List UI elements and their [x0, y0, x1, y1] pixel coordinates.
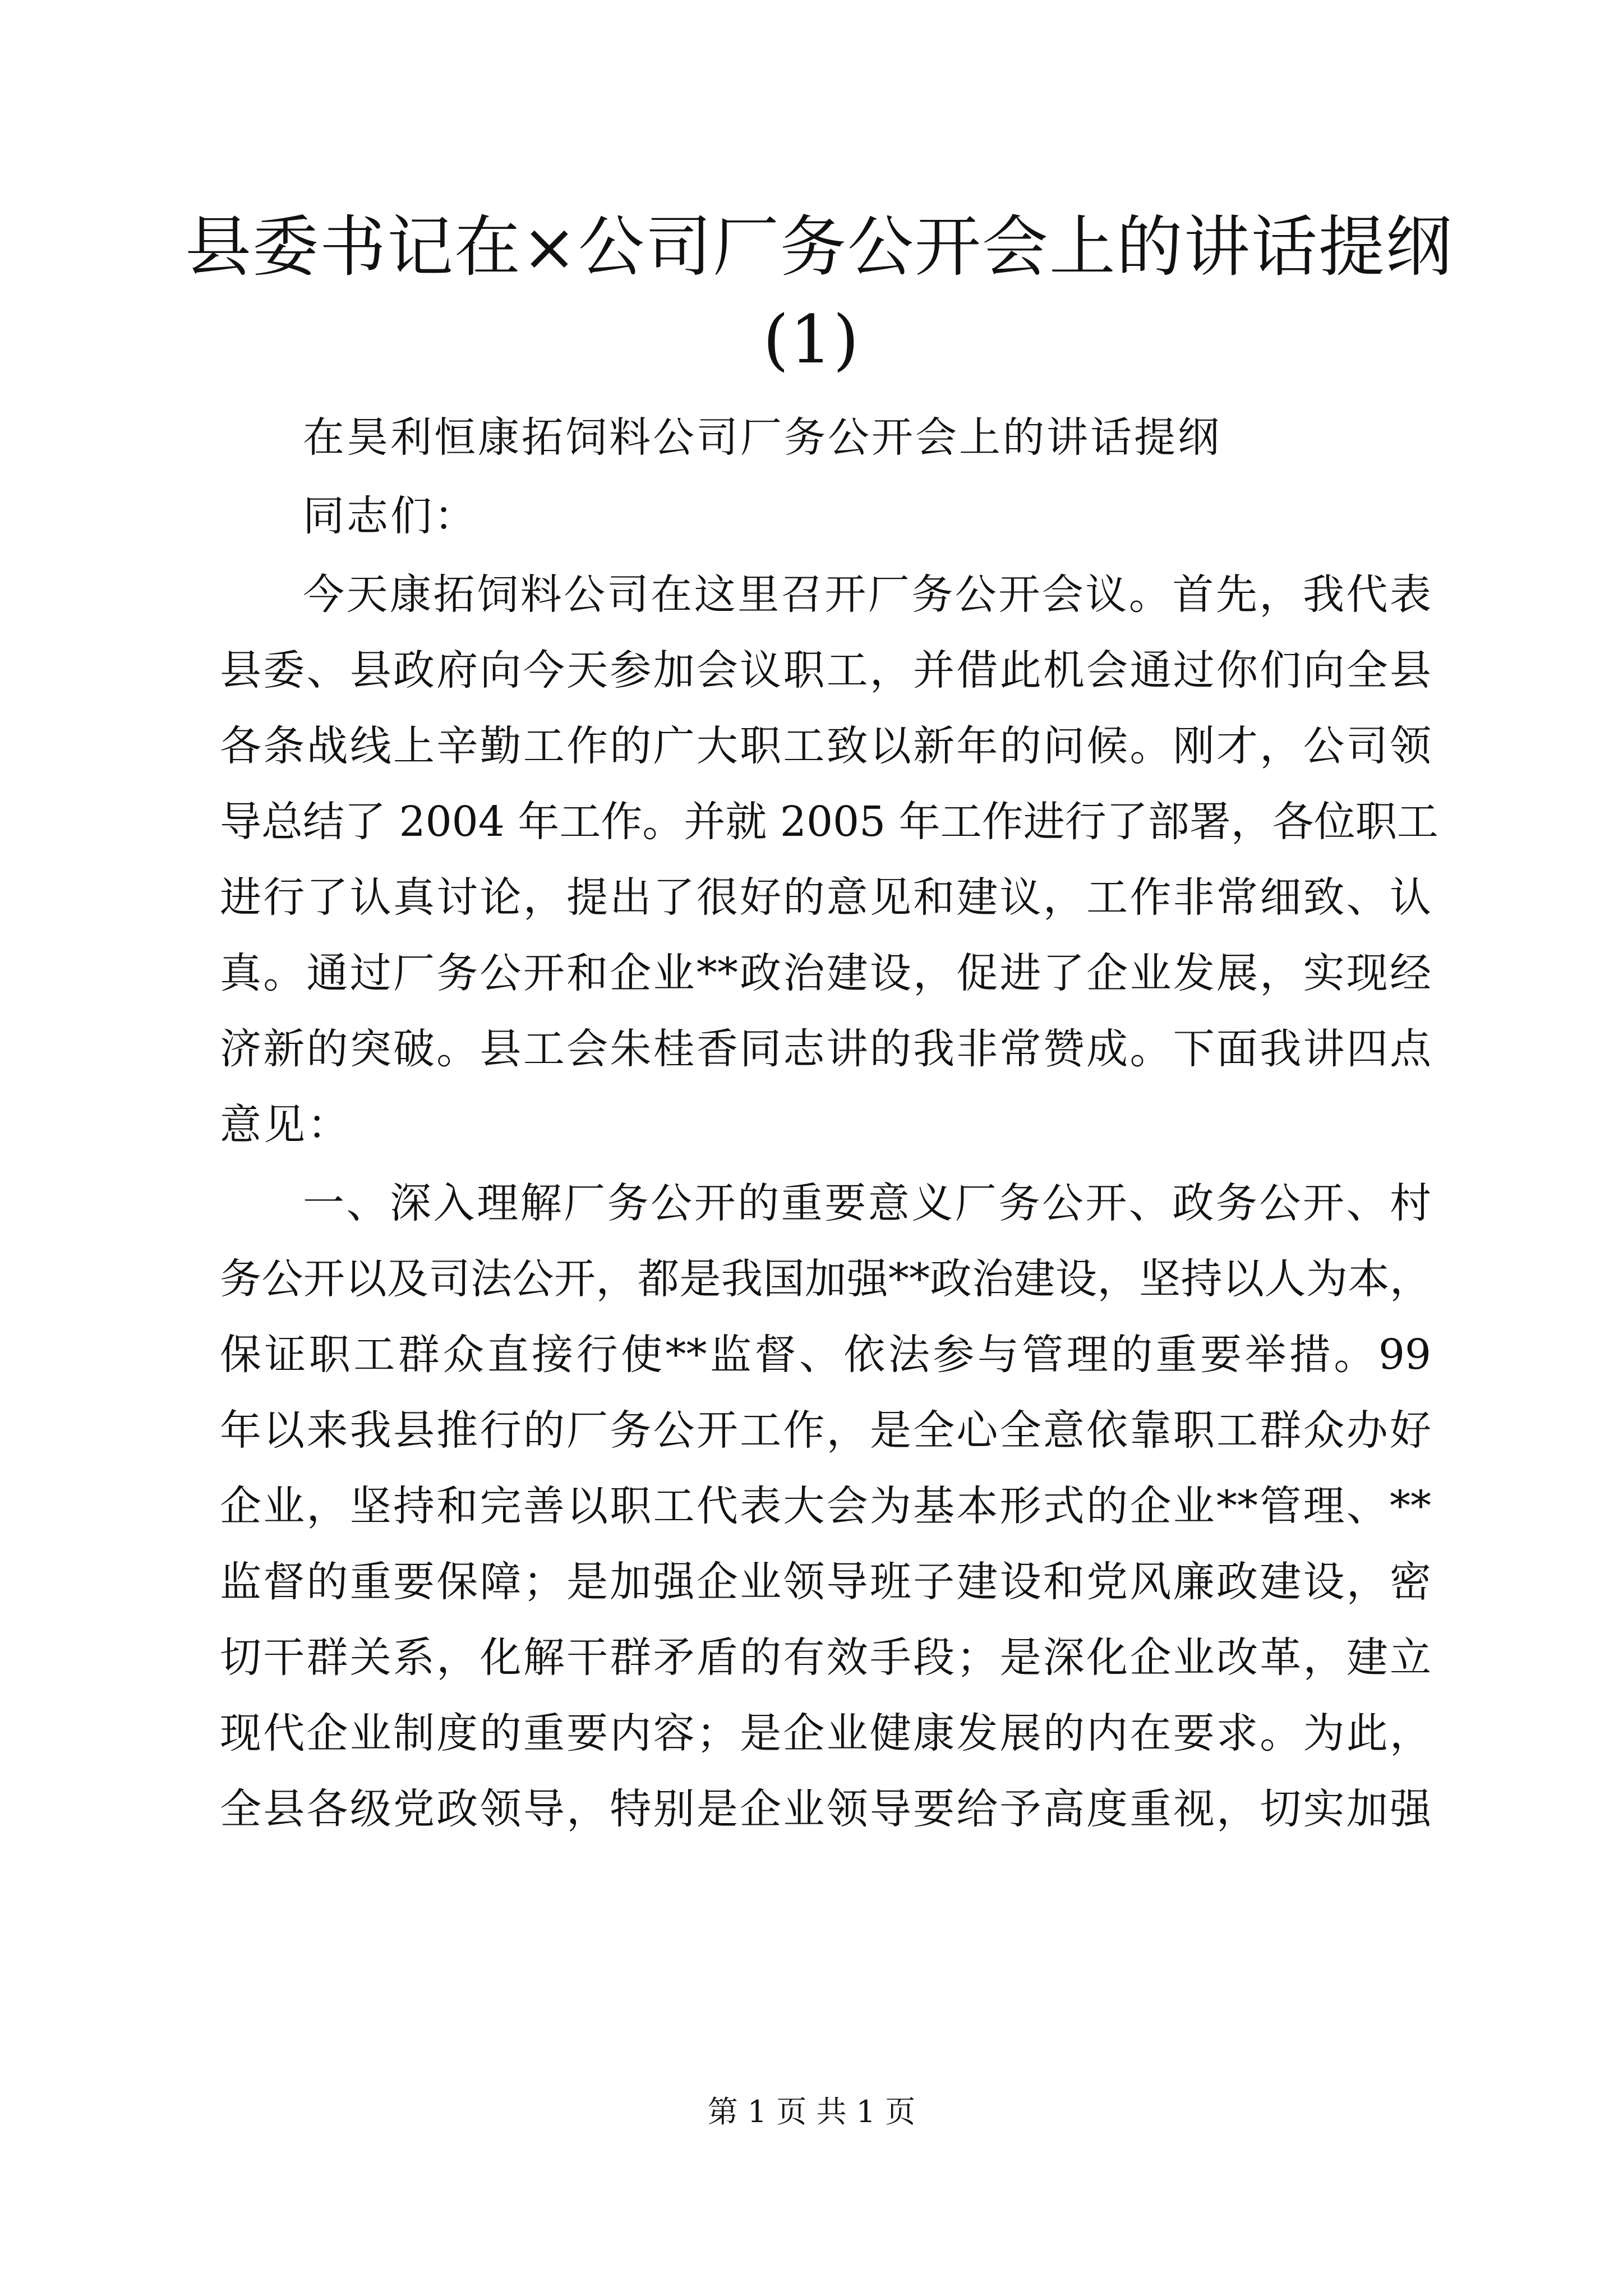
paragraph-line: 导总结了 2004 年工作。并就 2005 年工作进行了部署，各位职工	[220, 798, 1438, 846]
paragraph-line: 现代企业制度的重要内容；是企业健康发展的内在要求。为此，	[220, 1709, 1431, 1757]
page-footer: 第 1 页 共 1 页	[707, 2094, 916, 2129]
paragraph-line: 务公开以及司法公开，都是我国加强**政治建设，坚持以人为本，	[220, 1255, 1431, 1303]
paragraph-line: 全县各级党政领导，特别是企业领导要给予高度重视，切实加强	[220, 1785, 1431, 1833]
paragraph-line: 保证职工群众直接行使**监督、依法参与管理的重要举措。99	[220, 1331, 1431, 1379]
paragraph-line: 真。通过厂务公开和企业**政治建设，促进了企业发展，实现经	[220, 949, 1431, 997]
paragraph-line: 一、深入理解厂务公开的重要意义厂务公开、政务公开、村	[303, 1179, 1431, 1227]
paragraph-line: 意见：	[220, 1101, 351, 1149]
subtitle-line: 在昊利恒康拓饲料公司厂务公开会上的讲话提纲	[303, 413, 1221, 462]
paragraph-line: 今天康拓饲料公司在这里召开厂务公开会议。首先，我代表	[303, 570, 1431, 619]
paragraph-line: 县委、县政府向今天参加会议职工，并借此机会通过你们向全县	[220, 646, 1431, 694]
paragraph-line: 进行了认真讨论，提出了很好的意见和建议，工作非常细致、认	[220, 873, 1431, 922]
document-title: 县委书记在×公司厂务公开会上的讲话提纲	[185, 208, 1453, 286]
paragraph-line: 切干群关系，化解干群矛盾的有效手段；是深化企业改革，建立	[220, 1634, 1431, 1682]
paragraph-line: 济新的突破。县工会朱桂香同志讲的我非常赞成。下面我讲四点	[220, 1025, 1431, 1073]
paragraph-line: 年以来我县推行的厂务公开工作，是全心全意依靠职工群众办好	[220, 1406, 1431, 1455]
paragraph-line: 各条战线上辛勤工作的广大职工致以新年的问候。刚才，公司领	[220, 722, 1431, 770]
paragraph-line: 监督的重要保障；是加强企业领导班子建设和党风廉政建设，密	[220, 1558, 1431, 1606]
paragraph-line: 企业，坚持和完善以职工代表大会为基本形式的企业**管理、**	[220, 1482, 1431, 1530]
salutation: 同志们：	[303, 492, 478, 540]
document-title-suffix: (1)	[763, 301, 860, 378]
